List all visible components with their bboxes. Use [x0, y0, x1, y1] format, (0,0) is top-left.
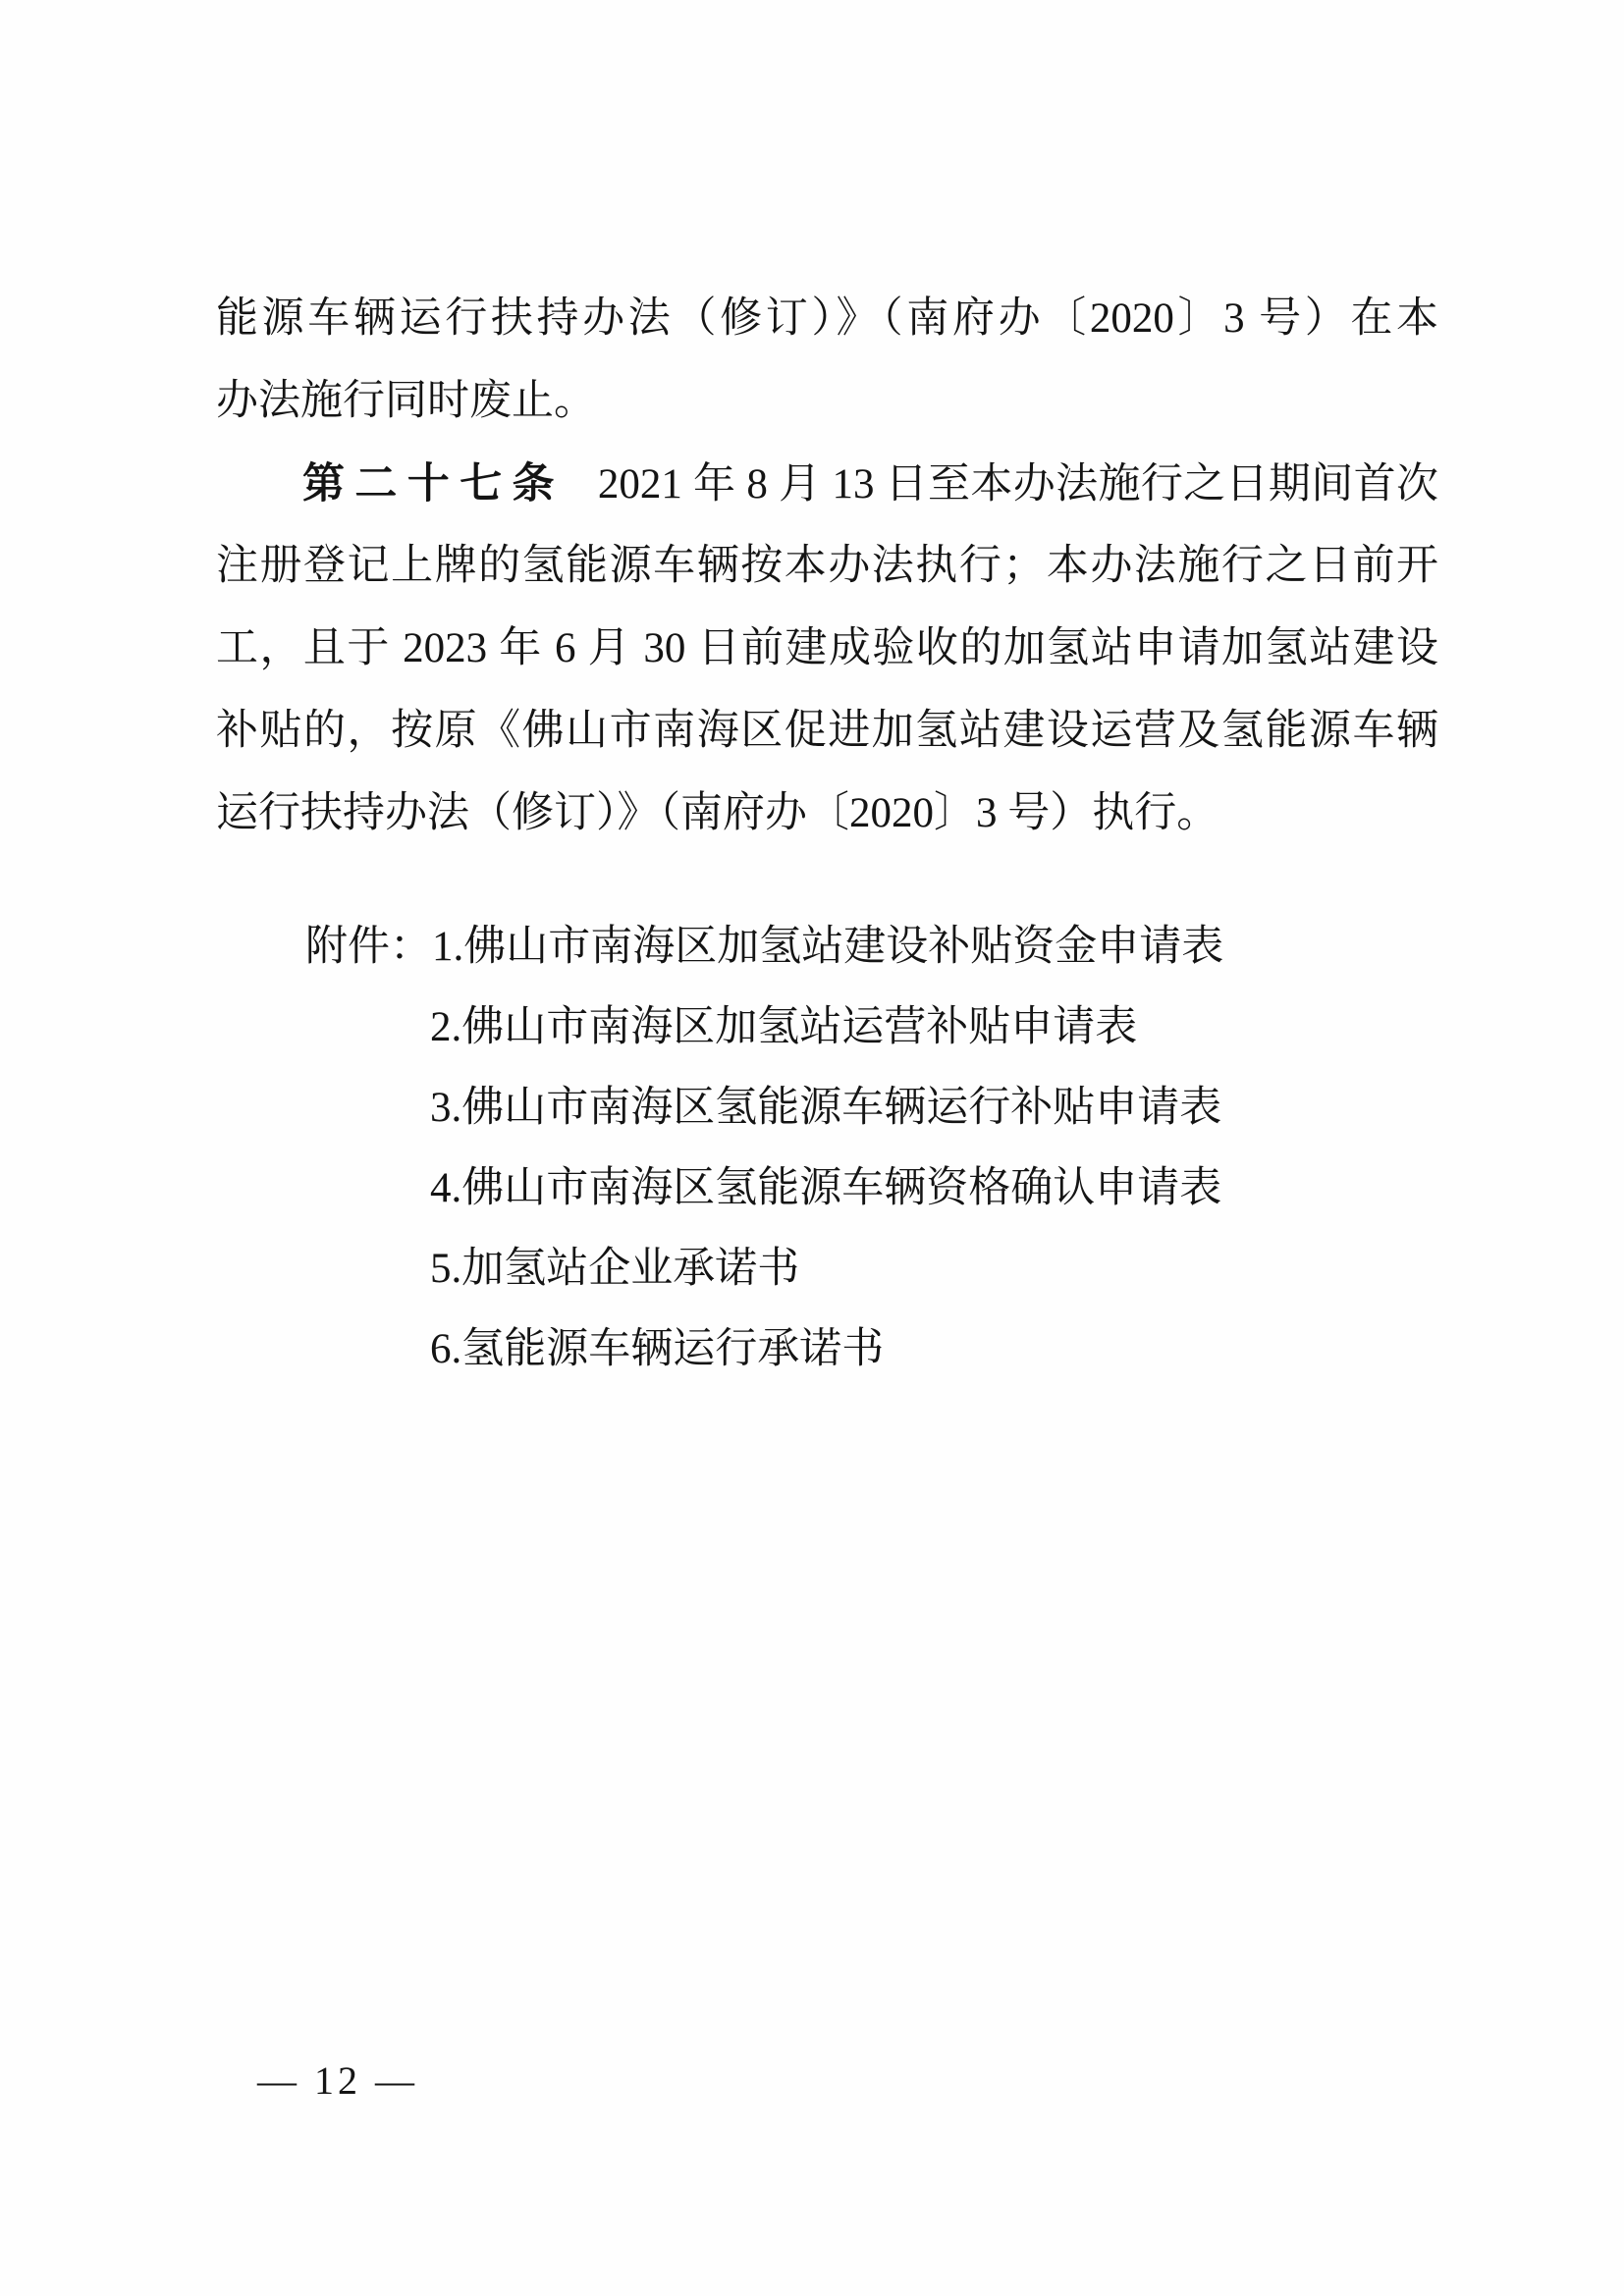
- attachment-item-1: 1.佛山市南海区加氢站建设补贴资金申请表: [432, 924, 1224, 970]
- attachment-item-5: 5.加氢站企业承诺书: [430, 1246, 800, 1292]
- attachment-item-6: 6.氢能源车辆运行承诺书: [430, 1326, 885, 1372]
- paragraph-continuation-line-1: 能源车辆运行扶持办法（修订）》（南府办〔2020〕3 号）在本: [216, 295, 1438, 342]
- document-body: [216, 278, 1438, 1390]
- article-27-line-4: 补贴的，按原《佛山市南海区促进加氢站建设运营及氢能源车辆: [216, 708, 1438, 754]
- attachments-label: 附件：: [305, 924, 432, 970]
- paragraph-continuation-line-2: 办法施行同时废止。: [216, 378, 596, 424]
- article-27-line-3: 工，且于 2023 年 6 月 30 日前建成验收的加氢站申请加氢站建设: [216, 625, 1438, 671]
- attachments-list: [216, 907, 1438, 1390]
- attachment-item-3: 3.佛山市南海区氢能源车辆运行补贴申请表: [430, 1085, 1222, 1131]
- attachment-item-4: 4.佛山市南海区氢能源车辆资格确认申请表: [430, 1165, 1222, 1211]
- page-number: — 12 —: [257, 2058, 418, 2103]
- article-27-line-2: 注册登记上牌的氢能源车辆按本办法执行；本办法施行之日前开: [216, 543, 1438, 589]
- article-27-first-line: [216, 443, 1438, 525]
- article-27-term: 第二十七条: [302, 460, 565, 507]
- article-27-first-line-text: 2021 年 8 月 13 日至本办法施行之日期间首次: [597, 461, 1438, 507]
- attachments-first-line: [216, 907, 1438, 988]
- attachment-item-2: 2.佛山市南海区加氢站运营补贴申请表: [430, 1004, 1138, 1050]
- article-27-line-5: 运行扶持办法（修订）》（南府办〔2020〕3 号）执行。: [216, 790, 1219, 836]
